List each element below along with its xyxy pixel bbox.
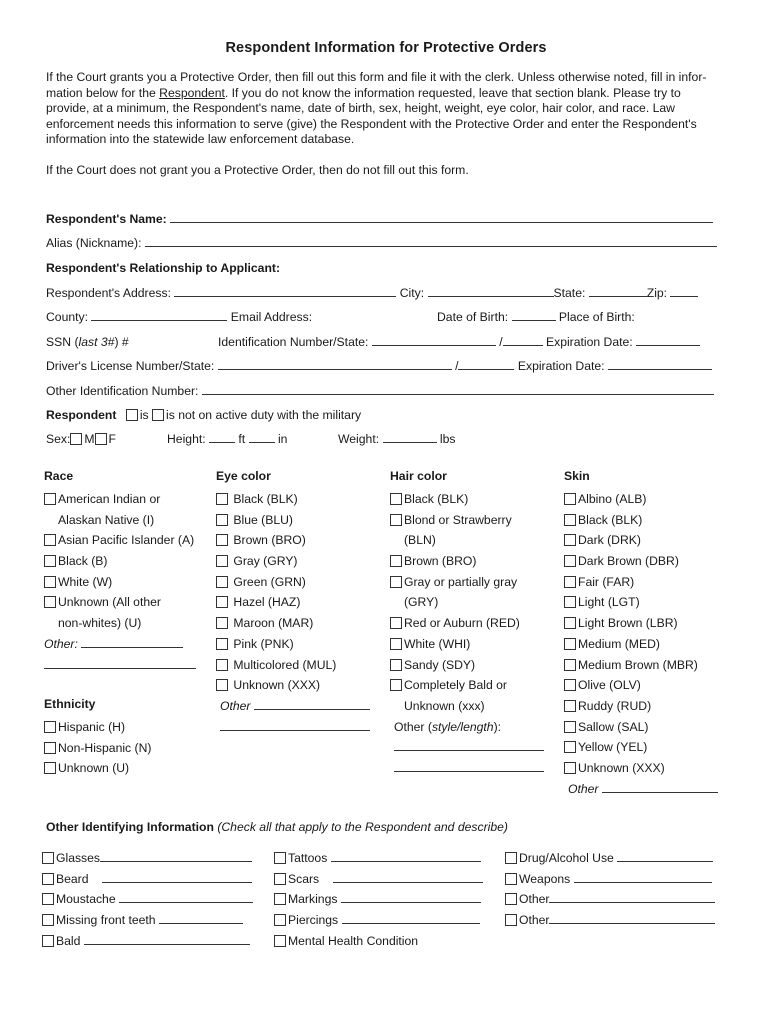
eye-checkbox[interactable] <box>216 514 228 526</box>
other-info-field[interactable] <box>100 850 252 862</box>
other-info-label: Beard <box>56 871 89 886</box>
other-info-checkbox[interactable] <box>274 914 286 926</box>
hair-checkbox[interactable] <box>390 638 402 650</box>
other-info-checkbox[interactable] <box>42 893 54 905</box>
eye-label: Blue (BLU) <box>233 512 293 527</box>
skin-checkbox[interactable] <box>564 679 576 691</box>
skin-item <box>564 553 718 574</box>
zip-field[interactable] <box>670 285 698 297</box>
hair-other-field-2[interactable] <box>394 760 544 772</box>
skin-checkbox[interactable] <box>564 514 576 526</box>
alias-row <box>46 235 717 251</box>
race-other <box>44 636 196 657</box>
race-label: Black (B) <box>58 554 108 569</box>
county-field[interactable] <box>91 309 227 321</box>
other-info-label: Piercings <box>288 913 339 928</box>
race-other-label: Other: <box>44 636 78 651</box>
address-row <box>46 285 698 301</box>
ethnicity-checkbox[interactable] <box>44 742 56 754</box>
name-row <box>46 211 713 227</box>
other-info-heading-row <box>46 819 508 835</box>
other-info-checkbox[interactable] <box>274 852 286 864</box>
other-info-item <box>42 912 253 933</box>
other-info-item <box>274 871 483 892</box>
height-label: Height: <box>167 432 206 446</box>
hair-checkbox[interactable] <box>390 679 402 691</box>
race-label: non-whites) (U) <box>58 616 142 631</box>
other-info-checkbox[interactable] <box>274 893 286 905</box>
other-info-checkbox[interactable] <box>42 852 54 864</box>
eye-label: Multicolored (MUL) <box>233 657 337 672</box>
other-info-checkbox[interactable] <box>505 893 517 905</box>
eye-checkbox[interactable] <box>216 679 228 691</box>
ssn-label-b: ) # <box>114 335 129 349</box>
alias-label: Alias (Nickname): <box>46 236 142 250</box>
other-info-heading: Other Identifying Information <box>46 820 214 834</box>
other-info-col2 <box>274 850 483 953</box>
hair-column <box>390 469 544 781</box>
skin-item <box>564 594 718 615</box>
dl-state-field[interactable] <box>458 358 514 370</box>
hair-other <box>390 719 544 740</box>
hair-other-line2 <box>390 760 544 781</box>
skin-other <box>564 781 718 802</box>
other-info-field[interactable] <box>341 891 481 903</box>
hair-label: Sandy (SDY) <box>404 657 476 672</box>
other-info-field[interactable] <box>617 850 713 862</box>
skin-checkbox[interactable] <box>564 762 576 774</box>
eye-checkbox[interactable] <box>216 493 228 505</box>
skin-checkbox[interactable] <box>564 534 576 546</box>
sex-m-label: M <box>84 432 95 446</box>
ethnicity-item <box>44 740 151 761</box>
other-info-label: Tattoos <box>288 851 328 865</box>
hair-other-label-a: Other ( <box>394 719 432 734</box>
skin-checkbox[interactable] <box>564 555 576 567</box>
other-info-item <box>42 871 253 892</box>
hair-item <box>390 574 544 595</box>
dob-label: Date of Birth: <box>437 310 509 324</box>
eye-checkbox[interactable] <box>216 576 228 588</box>
dl-label: Driver's License Number/State: <box>46 359 215 373</box>
eye-item <box>216 574 370 595</box>
eye-label: Hazel (HAZ) <box>233 595 301 610</box>
in-label: in <box>277 432 288 446</box>
hair-item <box>390 615 544 636</box>
other-info-field[interactable] <box>102 871 252 883</box>
ethnicity-checkbox[interactable] <box>44 721 56 733</box>
id-number-field[interactable] <box>372 334 496 346</box>
skin-item <box>564 491 718 512</box>
hair-label: Completely Bald or <box>404 678 507 693</box>
skin-item <box>564 698 718 719</box>
other-info-label: Markings <box>288 892 338 907</box>
race-item <box>44 512 196 533</box>
dl-number-field[interactable] <box>218 358 452 370</box>
intro-text-a: If the Court grants you a Protective Order, then fill out this form and file it with the clerk. Unless otherwise noted, fill in infor-mation below for the <box>46 70 707 100</box>
other-info-field[interactable] <box>159 912 243 924</box>
race-item <box>44 553 196 574</box>
id-state-field[interactable] <box>503 334 543 346</box>
city-field[interactable] <box>428 285 554 297</box>
skin-column <box>564 469 718 801</box>
other-info-checkbox[interactable] <box>505 914 517 926</box>
hair-checkbox[interactable] <box>390 555 402 567</box>
race-other-field[interactable] <box>81 636 183 648</box>
height-row <box>167 431 287 447</box>
skin-item <box>564 719 718 740</box>
other-info-item <box>505 912 715 933</box>
eye-column <box>216 469 370 739</box>
other-info-checkbox[interactable] <box>42 873 54 885</box>
race-other-line2 <box>44 657 196 678</box>
skin-other-label: Other <box>568 781 599 796</box>
sex-m-checkbox[interactable] <box>70 433 82 445</box>
other-info-item <box>42 933 253 954</box>
county-row <box>46 309 312 325</box>
hair-other-label-b: ): <box>493 719 502 734</box>
race-column <box>44 469 196 677</box>
is-label: is <box>139 408 149 422</box>
other-info-label: Drug/Alcohol Use <box>519 851 614 865</box>
sex-row <box>46 431 116 447</box>
hair-checkbox[interactable] <box>390 617 402 629</box>
hair-checkbox[interactable] <box>390 659 402 671</box>
skin-label: Ruddy (RUD) <box>578 698 652 713</box>
other-info-col3 <box>505 850 715 933</box>
skin-checkbox[interactable] <box>564 576 576 588</box>
other-info-checkbox[interactable] <box>274 935 286 947</box>
skin-label: Medium (MED) <box>578 636 660 651</box>
other-info-field[interactable] <box>333 871 483 883</box>
skin-heading: Skin <box>564 469 590 483</box>
skin-label: Dark (DRK) <box>578 533 641 548</box>
ethnicity-item <box>44 760 151 781</box>
hair-other-field-1[interactable] <box>394 739 544 751</box>
other-info-item <box>505 850 715 871</box>
race-label: Asian Pacific Islander (A) <box>58 533 195 548</box>
eye-label: Maroon (MAR) <box>233 616 314 631</box>
other-info-checkbox[interactable] <box>505 852 517 864</box>
other-info-label: Other <box>519 892 550 907</box>
dl-slash: / <box>455 359 459 373</box>
other-info-checkbox[interactable] <box>42 935 54 947</box>
respondent-label: Respondent <box>46 408 117 422</box>
city-label: City: <box>399 286 425 300</box>
race-label: Unknown (All other <box>58 595 161 610</box>
pob-label: Place of Birth: <box>558 310 635 324</box>
hair-label: Brown (BRO) <box>404 554 477 569</box>
hair-label: (BLN) <box>404 533 436 548</box>
other-info-item <box>42 891 253 912</box>
other-info-item <box>505 891 715 912</box>
dl-expiration-field[interactable] <box>608 358 712 370</box>
state-field[interactable] <box>589 285 647 297</box>
eye-other-line2 <box>216 719 370 740</box>
hair-label: Blond or Strawberry <box>404 512 512 527</box>
other-info-item <box>274 891 483 912</box>
race-checkbox[interactable] <box>44 555 56 567</box>
skin-checkbox[interactable] <box>564 741 576 753</box>
other-info-field[interactable] <box>549 912 715 924</box>
other-info-field[interactable] <box>342 912 480 924</box>
other-info-checkbox[interactable] <box>505 873 517 885</box>
other-info-label: Glasses <box>56 851 101 865</box>
relationship-label: Respondent's Relationship to Applicant: <box>46 261 281 275</box>
skin-item <box>564 574 718 595</box>
hair-item <box>390 553 544 574</box>
eye-label: Unknown (XXX) <box>233 678 321 693</box>
other-info-item <box>274 912 483 933</box>
eye-item <box>216 553 370 574</box>
skin-item <box>564 760 718 781</box>
hair-label: (GRY) <box>404 595 439 610</box>
id-number-label: Identification Number/State: <box>218 335 369 349</box>
hair-label: Red or Auburn (RED) <box>404 616 520 631</box>
race-checkbox[interactable] <box>44 493 56 505</box>
ethnicity-label: Hispanic (H) <box>58 720 126 734</box>
skin-label: Albino (ALB) <box>578 492 647 506</box>
intro-text-b: . If you do not know the information requested, leave that section blank. Please try to provide, at a minimum, the Respondent's name, date of birth, sex, height, weight, eye color, hair color, and race. Law enforcement needs this information to serve (give) the Respondent with the Protective Order and enter the Respondent's information into the statewide law enforcement database. <box>46 85 697 147</box>
eye-item <box>216 532 370 553</box>
skin-label: Dark Brown (DBR) <box>578 554 679 569</box>
eye-label: Brown (BRO) <box>233 533 306 548</box>
skin-item <box>564 677 718 698</box>
eye-other-field-2[interactable] <box>220 719 370 731</box>
other-info-item <box>274 850 483 871</box>
id-number-row <box>218 334 700 350</box>
other-info-col1 <box>42 850 253 953</box>
sex-label: Sex: <box>46 432 71 446</box>
other-info-label: Scars <box>288 871 320 886</box>
hair-item <box>390 491 544 512</box>
skin-checkbox[interactable] <box>564 700 576 712</box>
hair-item <box>390 636 544 657</box>
eye-checkbox[interactable] <box>216 596 228 608</box>
skin-checkbox[interactable] <box>564 596 576 608</box>
skin-checkbox[interactable] <box>564 721 576 733</box>
weight-field[interactable] <box>383 431 437 443</box>
hair-label: Unknown (xxx) <box>404 698 485 713</box>
eye-label: Gray (GRY) <box>233 554 298 569</box>
skin-checkbox[interactable] <box>564 638 576 650</box>
hair-item <box>390 657 544 678</box>
eye-item <box>216 491 370 512</box>
eye-item <box>216 636 370 657</box>
eye-item <box>216 657 370 678</box>
hair-checkbox[interactable] <box>390 576 402 588</box>
intro-paragraph <box>46 70 726 148</box>
skin-item <box>564 739 718 760</box>
skin-label: Yellow (YEL) <box>578 740 648 755</box>
county-label: County: <box>46 310 89 324</box>
skin-checkbox[interactable] <box>564 659 576 671</box>
ft-label: ft <box>238 432 246 446</box>
other-info-label: Bald <box>56 933 81 948</box>
page-title: Respondent Information for Protective Orders <box>225 40 547 56</box>
address-field[interactable] <box>174 285 396 297</box>
skin-label: Unknown (XXX) <box>578 760 665 775</box>
eye-label: Green (GRN) <box>233 574 306 589</box>
skin-label: Sallow (SAL) <box>578 719 649 734</box>
ethnicity-label: Non-Hispanic (N) <box>58 740 152 755</box>
hair-heading: Hair color <box>390 469 447 483</box>
eye-label: Pink (PNK) <box>233 636 294 651</box>
other-info-item <box>505 871 715 892</box>
ethnicity-label: Unknown (U) <box>58 761 130 776</box>
dob-row <box>437 309 635 325</box>
weight-row <box>338 431 455 447</box>
skin-item <box>564 657 718 678</box>
hair-label: White (WHI) <box>404 636 471 651</box>
other-info-label: Other <box>519 913 550 928</box>
eye-checkbox[interactable] <box>216 617 228 629</box>
zip-label: Zip: <box>646 286 668 300</box>
eye-other-label: Other <box>220 698 251 713</box>
state-label: State: <box>553 286 586 300</box>
height-ft-field[interactable] <box>209 431 235 443</box>
intro-paragraph-2: If the Court does not grant you a Protective Order, then do not fill out this form. <box>46 162 469 177</box>
hair-label: Gray or partially gray <box>404 574 518 589</box>
other-info-field[interactable] <box>331 850 481 862</box>
hair-item <box>390 698 544 719</box>
ethnicity-heading: Ethnicity <box>44 697 96 711</box>
address-label: Respondent's Address: <box>46 286 171 300</box>
race-label: American Indian or <box>58 492 161 506</box>
other-info-field[interactable] <box>574 871 712 883</box>
skin-item <box>564 636 718 657</box>
eye-checkbox[interactable] <box>216 534 228 546</box>
race-checkbox[interactable] <box>44 576 56 588</box>
is-not-label: is not on active duty with the military <box>166 408 362 422</box>
eye-other-field[interactable] <box>254 698 370 710</box>
race-label: Alaskan Native (I) <box>58 512 155 527</box>
other-info-checkbox[interactable] <box>274 873 286 885</box>
intro-respondent-term: Respondent <box>159 85 225 100</box>
id-slash: / <box>499 335 503 349</box>
other-info-note: (Check all that apply to the Respondent and describe) <box>217 820 508 834</box>
eye-checkbox[interactable] <box>216 555 228 567</box>
other-info-label: Moustache <box>56 892 116 907</box>
race-item <box>44 574 196 595</box>
id-expiration-field[interactable] <box>636 334 700 346</box>
id-expiration-label: Expiration Date: <box>545 335 633 349</box>
dob-field[interactable] <box>512 309 556 321</box>
sex-f-checkbox[interactable] <box>95 433 107 445</box>
other-info-field[interactable] <box>119 891 253 903</box>
military-is-checkbox[interactable] <box>126 409 138 421</box>
race-item <box>44 491 196 512</box>
other-info-label: Mental Health Condition <box>288 933 419 948</box>
skin-label: Fair (FAR) <box>578 574 635 589</box>
race-other-field-2[interactable] <box>44 657 196 669</box>
other-info-field[interactable] <box>549 891 715 903</box>
other-id-label: Other Identification Number: <box>46 384 199 398</box>
other-id-field[interactable] <box>202 383 714 395</box>
eye-item <box>216 615 370 636</box>
other-info-item <box>42 850 253 871</box>
other-info-checkbox[interactable] <box>42 914 54 926</box>
dl-expiration-label: Expiration Date: <box>517 359 605 373</box>
race-heading: Race <box>44 469 74 483</box>
relationship-row <box>46 260 280 276</box>
height-in-field[interactable] <box>249 431 275 443</box>
sex-f-label: F <box>108 432 116 446</box>
ethnicity-checkbox[interactable] <box>44 762 56 774</box>
race-item <box>44 594 196 615</box>
alias-field[interactable] <box>145 235 717 247</box>
eye-item <box>216 677 370 698</box>
skin-label: Light Brown (LBR) <box>578 616 678 631</box>
other-info-item <box>274 933 483 954</box>
dl-row <box>46 358 712 374</box>
skin-item <box>564 512 718 533</box>
eye-other <box>216 698 370 719</box>
hair-item <box>390 532 544 553</box>
ssn-label-a: SSN ( <box>46 335 79 349</box>
race-item <box>44 615 196 636</box>
race-item <box>44 532 196 553</box>
eye-heading: Eye color <box>216 469 271 483</box>
ssn-label-italic: last 3# <box>78 335 115 349</box>
ethnicity-column <box>44 697 151 781</box>
skin-checkbox[interactable] <box>564 617 576 629</box>
other-id-row <box>46 383 714 399</box>
other-info-label: Weapons <box>519 871 571 886</box>
name-label: Respondent's Name: <box>46 212 167 226</box>
hair-checkbox[interactable] <box>390 514 402 526</box>
eye-item <box>216 594 370 615</box>
skin-other-field[interactable] <box>602 781 718 793</box>
military-is-not-checkbox[interactable] <box>152 409 164 421</box>
race-checkbox[interactable] <box>44 596 56 608</box>
ethnicity-item <box>44 719 151 740</box>
hair-checkbox[interactable] <box>390 493 402 505</box>
eye-label: Black (BLK) <box>233 492 298 506</box>
form-page <box>46 40 726 179</box>
lbs-label: lbs <box>439 432 456 446</box>
skin-item <box>564 532 718 553</box>
military-row <box>46 407 361 423</box>
hair-item <box>390 512 544 533</box>
skin-item <box>564 615 718 636</box>
eye-checkbox[interactable] <box>216 659 228 671</box>
other-info-field[interactable] <box>84 933 250 945</box>
weight-label: Weight: <box>338 432 380 446</box>
skin-label: Light (LGT) <box>578 595 640 610</box>
skin-label: Black (BLK) <box>578 512 643 527</box>
skin-checkbox[interactable] <box>564 493 576 505</box>
eye-checkbox[interactable] <box>216 638 228 650</box>
eye-item <box>216 512 370 533</box>
skin-label: Olive (OLV) <box>578 678 641 693</box>
ssn-row <box>46 334 129 350</box>
hair-label: Black (BLK) <box>404 492 469 506</box>
other-info-label: Missing front teeth <box>56 913 156 928</box>
hair-item <box>390 677 544 698</box>
race-label: White (W) <box>58 574 113 589</box>
hair-other-label-italic: style/length <box>431 719 494 734</box>
race-checkbox[interactable] <box>44 534 56 546</box>
email-label: Email Address: <box>230 310 313 324</box>
hair-other-line1 <box>390 739 544 760</box>
skin-label: Medium Brown (MBR) <box>578 657 698 672</box>
name-field[interactable] <box>170 211 713 223</box>
hair-item <box>390 594 544 615</box>
